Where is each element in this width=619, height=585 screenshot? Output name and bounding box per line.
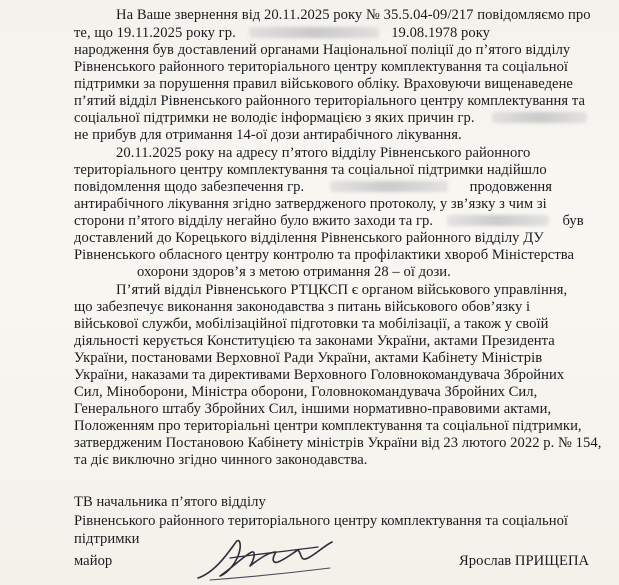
p2-line-8: охорони здоров’я з метою отримання 28 – ої дози. xyxy=(137,264,451,280)
signature-name: Ярослав ПРИЩЕПА xyxy=(459,553,590,569)
p2-line-6: доставлений до Корецького відділення Рівненського районного відділу ДУ xyxy=(74,230,544,246)
p1-line-3: народження був доставлений органами Національної поліції до п’ятого відділу xyxy=(74,42,571,58)
p1-line-2-end: 19.08.1978 року xyxy=(391,25,491,41)
p2-line-2: територіального центру комплектування та соціальної підтримки надійшло xyxy=(74,162,547,178)
p3-line-8: Генерального штабу Збройних Сил, іншими нормативно-правовими актами, xyxy=(74,401,552,417)
redacted-name xyxy=(330,181,448,192)
p3-line-1: П’ятий відділ Рівненського РТЦКСП є органом військового управління, xyxy=(116,282,568,298)
p2-line-5 xyxy=(74,213,584,230)
p2-line-4: антирабічного лікування згідно затвердженого протоколу, у зв’язку з чим зі xyxy=(74,196,547,212)
signature-rank: майор xyxy=(74,553,113,569)
handwritten-signature xyxy=(190,528,340,584)
p3-line-4: діяльності керується Конституцією та законами України, актами Президента xyxy=(74,333,555,349)
p2-line-5-end: був xyxy=(562,213,584,229)
p1-line-7 xyxy=(74,110,587,127)
p2-line-3-end: продовження xyxy=(469,179,553,195)
p1-line-1: На Ваше звернення від 20.11.2025 року № 35.5.04-09/217 повідомляємо про xyxy=(116,7,591,23)
p3-line-11: та діє виключно згідно чинного законодавства. xyxy=(74,452,368,468)
signature-org-line-1: Рівненського районного територіального центру комплектування та соціальної xyxy=(74,513,569,529)
redacted-name xyxy=(447,215,549,226)
p1-line-2 xyxy=(74,25,490,42)
p2-line-3 xyxy=(74,179,552,196)
p1-line-4: Рівненського районного територіального центру комплектування та соціальної xyxy=(74,59,569,75)
p3-line-5: України, постановами Верховної Ради України, актами Кабінету Міністрів xyxy=(74,350,543,366)
p1-line-2-start: те, що 19.11.2025 року гр. xyxy=(74,25,236,41)
p3-line-10: затвердженим Постановою Кабінету міністрів України від 23 лютого 2022 р. № 154, xyxy=(74,435,602,451)
p1-line-5: підтримки за порушення правил військового обліку. Враховуючи вищенаведене xyxy=(74,76,573,92)
p2-line-1: 20.11.2025 року на адресу п’ятого відділу Рівненського районного xyxy=(116,145,531,161)
signature-org-line-2: підтримки xyxy=(74,531,140,547)
p3-line-9: Положенням про територіальні центри комплектування та соціальної підтримки, xyxy=(74,418,582,434)
p3-line-3: військової служби, мобілізаційної підготовки та мобілізації, а також у своїй xyxy=(74,316,549,332)
p1-line-8: не прибув для отримання 14-ої дози антирабічного лікування. xyxy=(74,127,462,143)
signature-title: ТВ начальника п’ятого відділу xyxy=(74,494,266,510)
p3-line-2: що забезпечує виконання законодавства з питань військового обов’язку і xyxy=(74,299,531,315)
p3-line-6: України, наказами та директивами Верховного Головнокомандувача Збройних xyxy=(74,367,565,383)
p2-line-3-start: повідомлення щодо забезпечення гр. xyxy=(74,179,305,195)
p3-line-7: Сил, Міноборони, Міністра оборони, Головнокомандувача Збройних Сил, xyxy=(74,384,538,400)
p1-line-6: п’ятий відділ Рівненського районного територіального центру комплектування та xyxy=(74,93,585,109)
p2-line-5-start: сторони п’ятого відділу негайно було вжито заходи та гр. xyxy=(74,213,434,229)
redacted-name xyxy=(492,112,587,123)
p1-line-7-text: соціальної підтримки не володіє інформацією з яких причин гр. xyxy=(74,110,475,126)
p2-line-7: Рівненського обласного центру контролю та профілактики хвороб Міністерства xyxy=(74,247,575,263)
redacted-name xyxy=(249,27,379,38)
